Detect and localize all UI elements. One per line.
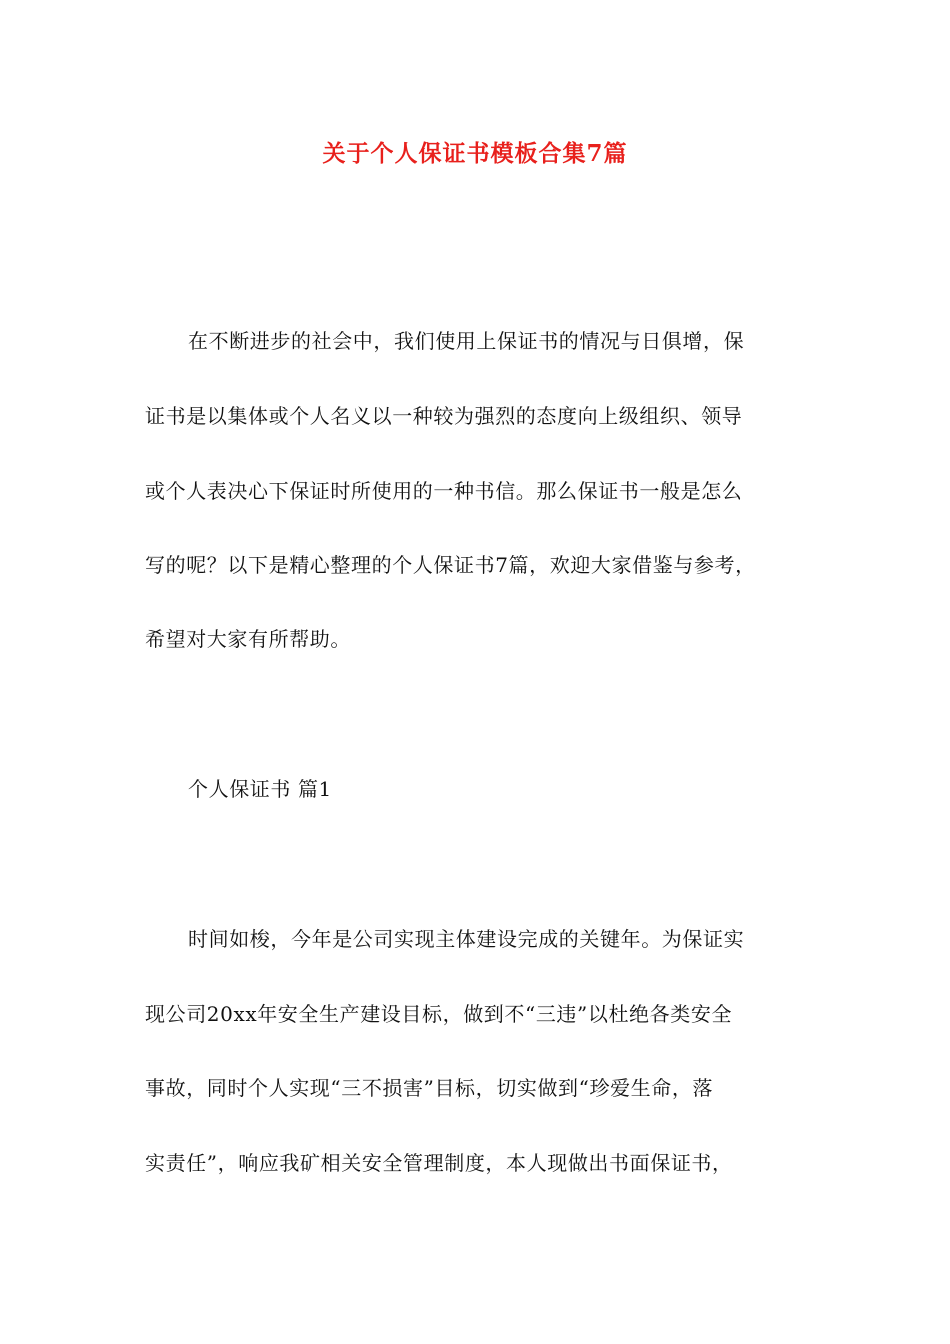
intro-line-1: 在不断进步的社会中，我们使用上保证书的情况与日俱增，保	[188, 329, 745, 353]
intro-line-2: 证书是以集体或个人名义以一种较为强烈的态度向上级组织、领导	[145, 404, 743, 428]
intro-line-5: 希望对大家有所帮助。	[145, 627, 351, 651]
intro-line-3: 或个人表决心下保证时所使用的一种书信。那么保证书一般是怎么	[145, 479, 743, 503]
intro-line-4: 写的呢？以下是精心整理的个人保证书7篇，欢迎大家借鉴与参考，	[145, 553, 756, 577]
document-title: 关于个人保证书模板合集7篇	[322, 140, 628, 167]
body-line-2: 现公司20xx年安全生产建设目标，做到不“三违”以杜绝各类安全	[145, 1002, 733, 1026]
section-heading: 个人保证书 篇1	[188, 777, 332, 801]
body-line-1: 时间如梭，今年是公司实现主体建设完成的关键年。为保证实	[188, 927, 745, 951]
body-line-3: 事故，同时个人实现“三不损害”目标，切实做到“珍爱生命，落	[145, 1076, 714, 1100]
body-line-4: 实责任”，响应我矿相关安全管理制度，本人现做出书面保证书，	[145, 1151, 733, 1175]
